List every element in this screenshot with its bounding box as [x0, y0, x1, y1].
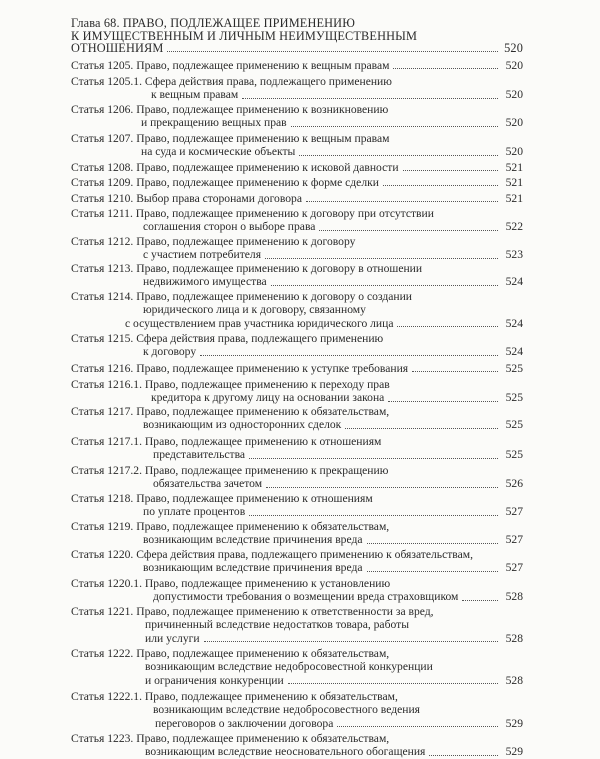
toc-entry — [71, 332, 523, 359]
dot-leader — [412, 370, 498, 372]
dot-leader — [167, 50, 498, 52]
dot-leader — [393, 67, 498, 69]
toc-entry-text: Статья 1216. Право, подлежащее применению к уступке требования — [71, 362, 409, 375]
toc-entry — [71, 435, 523, 462]
toc-entry-text: Статья 1207. Право, подлежащее применению к вещным правам — [71, 132, 390, 145]
toc-entry-line — [71, 235, 523, 248]
dot-leader — [271, 284, 498, 286]
toc-entry-line — [71, 290, 523, 303]
toc-entry-text: к договору — [143, 345, 197, 359]
page-number: 525 — [505, 362, 523, 375]
page-number: 521 — [505, 176, 523, 189]
toc-entry-line — [71, 717, 523, 730]
toc-entry-text: Статья 1210. Выбор права сторонами договора — [71, 192, 302, 205]
toc-entry-text: возникающим вследствие причинения вреда — [143, 561, 363, 575]
toc-entry-line — [71, 660, 523, 673]
toc-entry-text: Статья 1213. Право, подлежащее применению к договору в отношении — [71, 262, 423, 275]
toc-entry-line — [71, 632, 523, 645]
toc-entry-text: Статья 1220. Сфера действия права, подлежащего применению к обязательствам, — [71, 548, 474, 561]
toc-entry-line — [71, 674, 523, 687]
toc-entry-text: обязательства зачетом — [153, 477, 263, 491]
toc-entry-text: Статья 1220.1. Право, подлежащее применению к установлению — [71, 577, 391, 590]
toc-entry-line — [71, 116, 523, 129]
toc-entry-line — [71, 533, 523, 546]
toc-entry — [71, 132, 523, 159]
toc-entry — [71, 75, 523, 102]
toc-entry — [71, 732, 523, 759]
toc-entry-text: по уплате процентов — [143, 505, 246, 519]
toc-entry-line — [71, 248, 523, 261]
toc-entry-line — [71, 505, 523, 518]
toc-entry-text: К ИМУЩЕСТВЕННЫМ И ЛИЧНЫМ НЕИМУЩЕСТВЕННЫМ — [71, 28, 418, 43]
toc-entry-line — [71, 161, 523, 174]
toc-entry-text: с участием потребителя — [143, 248, 262, 262]
toc-entry-line — [71, 477, 523, 490]
toc-entry — [71, 690, 523, 730]
toc-entry-line — [71, 207, 523, 220]
toc-entry-text: Статья 1211. Право, подлежащее применению к договору при отсутствии — [71, 207, 434, 220]
toc-entry-text: возникающим вследствие недобросовестного ведения — [153, 703, 420, 717]
toc-entry-text: Глава 68. ПРАВО, ПОДЛЕЖАЩЕЕ ПРИМЕНЕНИЮ — [71, 16, 355, 30]
toc-entry-text: Статья 1219. Право, подлежащее применению к обязательствам, — [71, 520, 390, 533]
dot-leader — [319, 229, 498, 231]
dot-leader — [204, 640, 498, 642]
toc-entry-text: Статья 1206. Право, подлежащее применению к возникновению — [71, 103, 389, 116]
toc-entry-text: Статья 1208. Право, подлежащее применению к исковой давности — [71, 161, 399, 174]
dot-leader — [383, 184, 498, 186]
toc-entry-line — [71, 362, 523, 375]
toc-entry — [71, 464, 523, 491]
dot-leader — [249, 514, 498, 516]
page-number: 527 — [505, 533, 523, 547]
toc-entry-text: представительства — [153, 448, 246, 462]
toc-entry-line — [71, 88, 523, 101]
toc-entry-line — [71, 275, 523, 288]
page-number: 529 — [505, 716, 523, 730]
toc-entry — [71, 605, 523, 645]
toc-entry — [71, 378, 523, 405]
toc-entry-line — [71, 577, 523, 590]
toc-entry-text: переговоров о заключении договора — [155, 716, 334, 730]
toc-entry-text: и ограничения конкуренции — [145, 673, 284, 687]
dot-leader — [249, 457, 498, 459]
toc-entry-line — [71, 548, 523, 561]
toc-entry-line — [71, 448, 523, 461]
toc-entry-text: Статья 1222.1. Право, подлежащее применению к обязательствам, — [71, 690, 398, 703]
toc-entry — [71, 59, 523, 72]
toc-entry-text: Статья 1217.2. Право, подлежащее применению к прекращению — [71, 464, 389, 477]
dot-leader — [345, 427, 498, 429]
toc-entry — [71, 290, 523, 330]
toc-entry — [71, 262, 523, 289]
toc-entry-line — [71, 391, 523, 404]
toc-entry — [71, 492, 523, 519]
toc-entry-line — [71, 590, 523, 603]
toc-entry-line — [71, 262, 523, 275]
toc-entry-text: возникающим вследствие причинения вреда — [143, 533, 363, 547]
toc-entry-line — [71, 464, 523, 477]
toc-entry-text: Статья 1205. Право, подлежащее применению к вещным правам — [71, 59, 390, 72]
page-number: 523 — [505, 248, 523, 262]
dot-leader — [367, 570, 498, 572]
page-number: 524 — [505, 275, 523, 289]
page-number: 525 — [505, 448, 523, 462]
toc-entry-line — [71, 561, 523, 574]
toc-entry-line — [71, 520, 523, 533]
toc-entry — [71, 207, 523, 234]
toc-entry — [71, 362, 523, 375]
toc-entry — [71, 235, 523, 262]
toc-entry-text: на суда и космические объекты — [141, 145, 296, 159]
toc-entry-text: к вещным правам — [151, 88, 239, 102]
toc-entry-text: Статья 1216.1. Право, подлежащее применению к переходу прав — [71, 378, 390, 391]
dot-leader — [288, 682, 498, 684]
page-number: 527 — [505, 561, 523, 575]
dot-leader — [200, 354, 498, 356]
page-number: 527 — [505, 505, 523, 519]
toc-entry-line — [71, 176, 523, 189]
toc-entry-text: Статья 1222. Право, подлежащее применению к обязательствам, — [71, 647, 390, 660]
toc-entry — [71, 192, 523, 205]
dot-leader — [397, 325, 498, 327]
page-number: 520 — [505, 88, 523, 102]
page-number: 525 — [505, 391, 523, 405]
toc-entry-text: Статья 1218. Право, подлежащее применению к отношениям — [71, 492, 373, 505]
page-number: 522 — [505, 220, 523, 234]
toc-entry-line — [71, 345, 523, 358]
dot-leader — [337, 725, 498, 727]
dot-leader — [388, 400, 498, 402]
toc-entry-text: Статья 1205.1. Сфера действия права, подлежащего применению — [71, 75, 392, 88]
toc-entry-line — [71, 317, 523, 330]
toc-entry-text: допустимости требования о возмещении вреда страховщиком — [153, 590, 459, 604]
toc-entry-text: Статья 1223. Право, подлежащее применению к обязательствам, — [71, 732, 390, 745]
toc-entry-line — [71, 435, 523, 448]
toc-entry-line — [71, 618, 523, 631]
toc-entry-line — [71, 220, 523, 233]
toc-entry — [71, 647, 523, 687]
page-number: 528 — [505, 631, 523, 645]
dot-leader — [367, 542, 498, 544]
page-number: 528 — [505, 673, 523, 687]
page-number: 525 — [505, 418, 523, 432]
toc-entry-text: ОТНОШЕНИЯМ — [71, 41, 164, 56]
toc-entry-line — [71, 405, 523, 418]
toc-entry-text: Статья 1214. Право, подлежащее применению к договору о создании — [71, 290, 412, 303]
toc-entry-text: Статья 1217. Право, подлежащее применению к обязательствам, — [71, 405, 390, 418]
toc-entry-text: возникающим вследствие недобросовестной конкуренции — [145, 660, 433, 674]
toc-entry-line — [71, 378, 523, 391]
toc-entry-text: Статья 1209. Право, подлежащее применению к форме сделки — [71, 176, 379, 189]
toc-entry-line — [71, 103, 523, 116]
toc-entry-line — [71, 690, 523, 703]
toc-entry-text: соглашения сторон о выборе права — [143, 220, 316, 234]
dot-leader — [266, 486, 498, 488]
toc-entry — [71, 405, 523, 432]
toc-entry-text: возникающим вследствие неосновательного обогащения — [145, 745, 426, 759]
dot-leader — [306, 200, 498, 202]
page-number: 528 — [505, 590, 523, 604]
toc-entry-line — [71, 303, 523, 316]
toc-entry-line — [71, 132, 523, 145]
toc-entry-line — [71, 732, 523, 745]
dot-leader — [265, 257, 498, 259]
page-number: 520 — [504, 41, 523, 56]
toc-entry-line — [71, 42, 523, 55]
page-number: 524 — [505, 316, 523, 330]
toc-entry-text: причиненный вследствие недостатков товара, работы — [145, 618, 409, 632]
toc-entry-line — [71, 647, 523, 660]
toc-entry-text: с осуществлением прав участника юридического лица — [125, 316, 394, 330]
dot-leader — [242, 97, 498, 99]
toc-chapter-entry — [71, 17, 523, 55]
toc-entry-line — [71, 145, 523, 158]
toc-entry — [71, 103, 523, 130]
toc-entry — [71, 176, 523, 189]
toc-entry-line — [71, 192, 523, 205]
toc-entry-line — [71, 59, 523, 72]
toc-entry-line — [71, 703, 523, 716]
toc-entry-text: Статья 1217.1. Право, подлежащее применению к отношениям — [71, 435, 382, 448]
dot-leader — [462, 599, 498, 601]
page-number: 529 — [505, 745, 523, 759]
page-number: 520 — [505, 116, 523, 130]
toc-entry-line — [71, 492, 523, 505]
toc-entry-text: возникающим из односторонних сделок — [143, 418, 342, 432]
toc-entry — [71, 577, 523, 604]
page-number: 526 — [505, 477, 523, 491]
page-number: 520 — [505, 59, 523, 72]
page-number: 521 — [505, 192, 523, 205]
toc-entry-text: Статья 1221. Право, подлежащее применению к ответственности за вред, — [71, 605, 434, 618]
dot-leader — [429, 754, 498, 756]
toc-entry-text: Статья 1212. Право, подлежащее применению к договору — [71, 235, 356, 248]
toc-entry-line — [71, 75, 523, 88]
toc-entry-line — [71, 745, 523, 758]
page-number: 524 — [505, 345, 523, 359]
toc-entry-text: и прекращению вещных прав — [141, 116, 287, 130]
toc-entry-text: Статья 1215. Сфера действия права, подлежащего применению — [71, 332, 384, 345]
toc-entry-text: недвижимого имущества — [143, 275, 267, 289]
page-number: 520 — [505, 145, 523, 159]
page-number: 521 — [505, 161, 523, 174]
toc-entry — [71, 548, 523, 575]
dot-leader — [299, 154, 498, 156]
toc-entry-line — [71, 605, 523, 618]
toc-entry — [71, 161, 523, 174]
dot-leader — [291, 125, 498, 127]
toc-entry-text: юридического лица и к договору, связанному — [143, 303, 366, 317]
toc-entry-text: или услуги — [145, 631, 200, 645]
toc-entry — [71, 520, 523, 547]
dot-leader — [403, 169, 498, 171]
toc-entry-text: кредитора к другому лицу на основании закона — [151, 391, 385, 405]
toc-entry-line — [71, 332, 523, 345]
toc-entry-line — [71, 418, 523, 431]
